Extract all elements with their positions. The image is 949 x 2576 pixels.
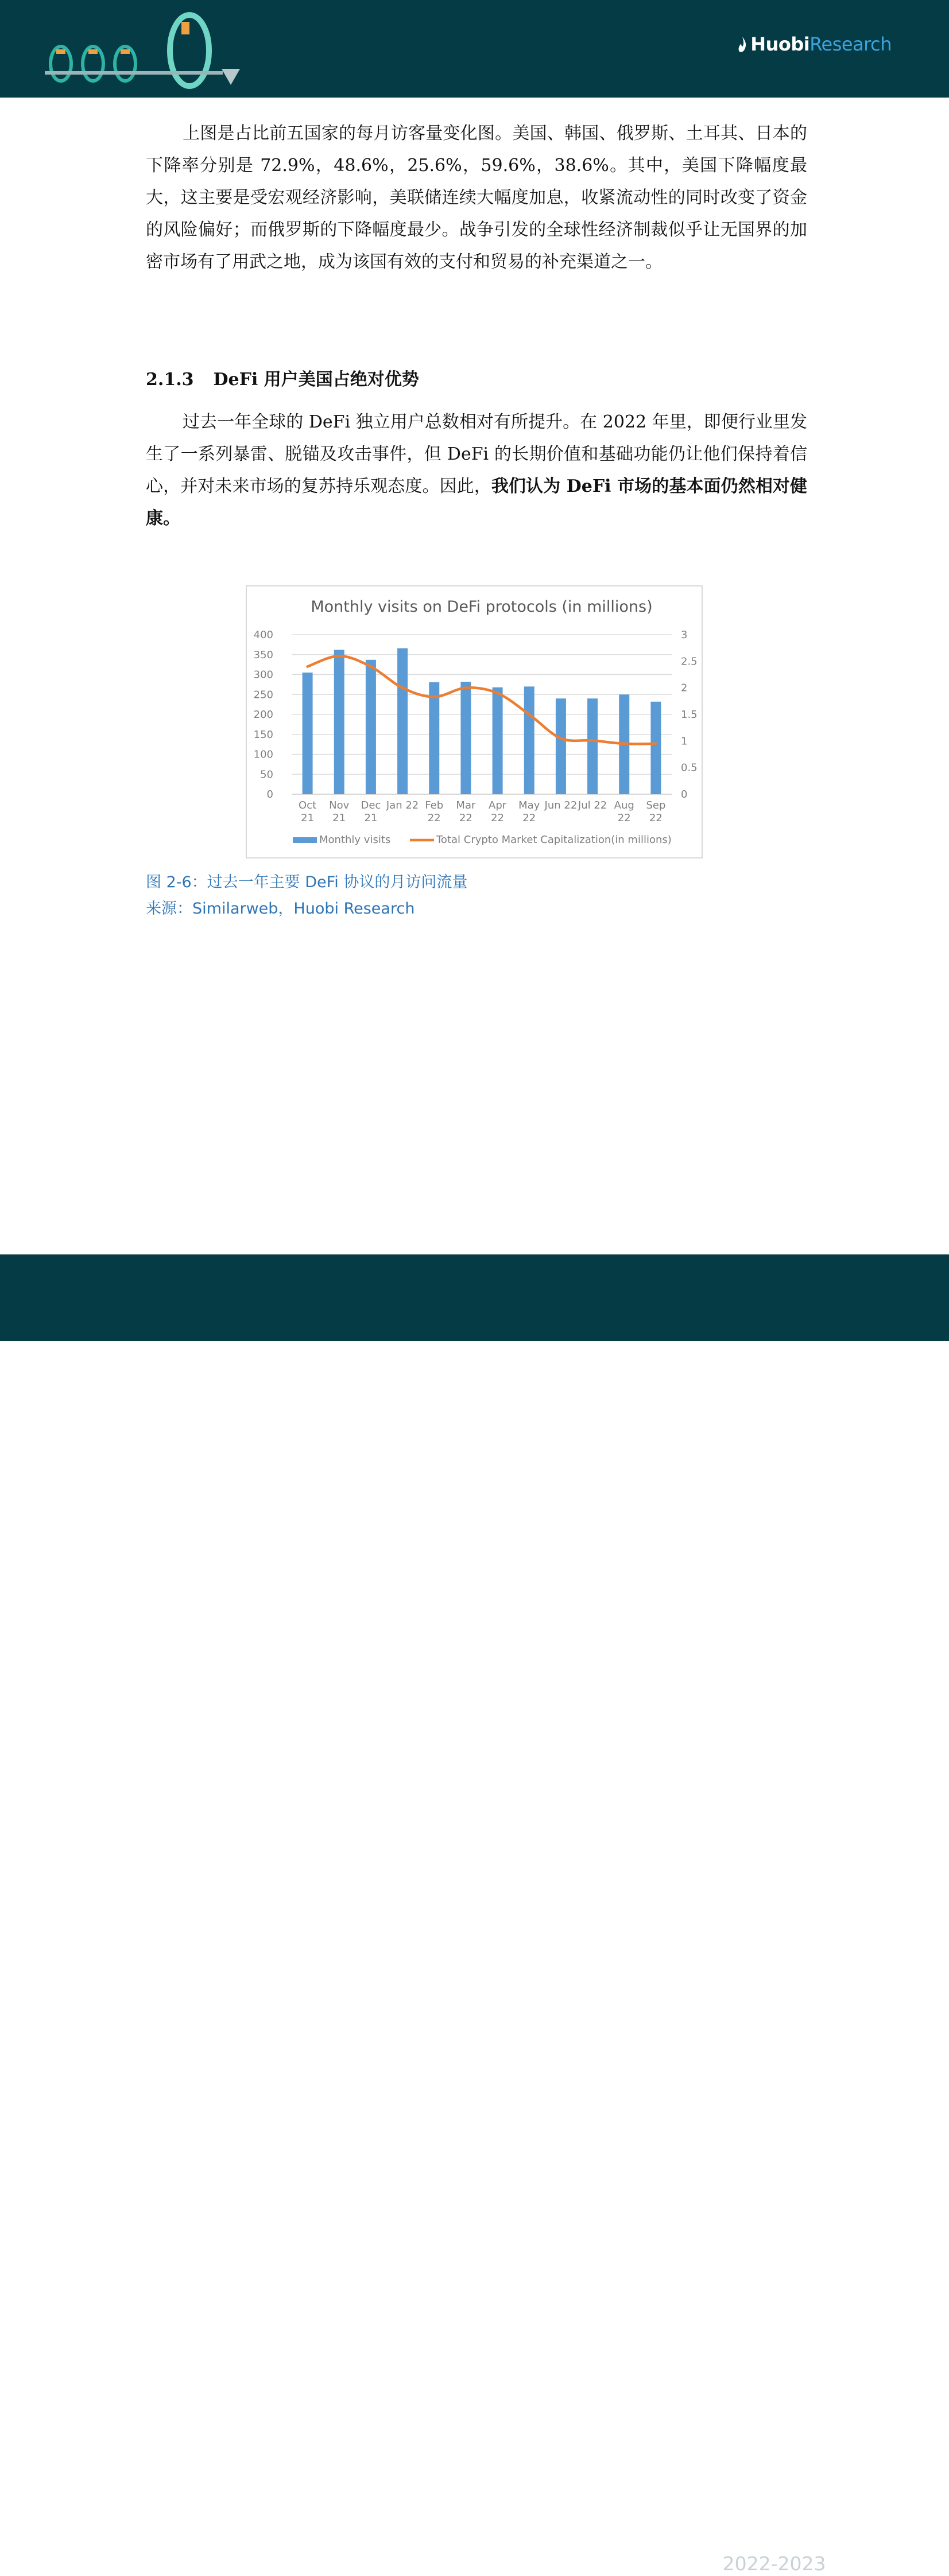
y-right-tick-label: 0 <box>681 788 688 801</box>
page-footer <box>0 1254 949 2575</box>
y-right-tick-label: 1 <box>681 735 688 748</box>
section-title: DeFi 用户美国占绝对优势 <box>213 370 419 390</box>
bar-monthly-visits <box>650 702 661 794</box>
bar-monthly-visits <box>460 682 471 794</box>
x-tick-label: Nov <box>329 799 350 811</box>
x-tick-label: Jun 22 <box>544 799 578 811</box>
y-right-tick-label: 2 <box>681 682 688 694</box>
paragraph-defi-users-text: 过去一年全球的 DeFi 独立用户总数相对有所提升。在 2022 年里，即便行业里发生了一系列暴雷、脱锚及攻击事件，但 DeFi 的长期价值和基础功能仍让他们保持着信心，并对未来市场的复苏持乐观态度。因此， <box>146 412 807 496</box>
legend-swatch-monthly-visits <box>293 837 317 843</box>
x-tick-label: Sep <box>646 799 666 811</box>
y-right-tick-label: 3 <box>681 629 688 641</box>
y-left-tick-label: 200 <box>253 709 273 721</box>
footer-report-label: 年度报告 <box>832 2552 908 2575</box>
chart-canvas <box>247 586 702 857</box>
footer-year: 2022-2023 <box>722 2552 826 2575</box>
bar-monthly-visits <box>493 687 503 794</box>
figure-caption: 图 2-6：过去一年主要 DeFi 协议的月访问流量 <box>146 873 468 891</box>
y-left-tick-label: 150 <box>253 728 273 741</box>
y-left-tick-label: 100 <box>253 748 273 761</box>
footer-report-title <box>62 2549 289 2576</box>
header-artwork <box>39 5 246 91</box>
brand-research: Research <box>809 33 892 55</box>
footer-title-rest: 产业全景与趋势 <box>157 2552 289 2575</box>
x-tick-label: 22 <box>427 812 441 824</box>
x-tick-label: Jan 22 <box>386 799 419 811</box>
x-tick-label: May <box>518 799 540 811</box>
y-left-tick-label: 300 <box>253 669 273 681</box>
y-left-tick-label: 50 <box>260 768 273 781</box>
section-heading <box>146 365 419 390</box>
x-tick-label: Oct <box>299 799 317 811</box>
x-tick-label: Mar <box>456 799 476 811</box>
x-tick-label: Jul 22 <box>578 799 607 811</box>
y-right-tick-label: 2.5 <box>681 655 698 668</box>
x-tick-label: Dec <box>361 799 381 811</box>
paragraph-visitor-decline: 上图是占比前五国家的每月访客量变化图。美国、韩国、俄罗斯、土耳其、日本的下降率分别是 72.9%，48.6%，25.6%，59.6%，38.6%。其中，美国下降幅度最大，这主要是受宏观经济影响，美联储连续大幅度加息，收紧流动性的同时改变了资金的风险偏好；而俄罗斯的下降幅度最少。战争引发的全球性经济制裁似乎让无国界的加密市场有了用武之地，成为该国有效的支付和贸易的补充渠道之一。 <box>146 123 807 272</box>
paragraph-defi-users <box>146 406 807 535</box>
legend-label-monthly-visits: Monthly visits <box>319 834 391 846</box>
footer-report-year <box>723 2549 908 2576</box>
y-left-tick-label: 0 <box>266 788 273 801</box>
x-tick-label: 22 <box>617 812 631 824</box>
y-left-tick-label: 400 <box>253 629 273 641</box>
bar-monthly-visits <box>334 650 344 794</box>
flame-icon <box>738 37 747 53</box>
defi-visits-chart <box>246 585 703 858</box>
x-tick-label: 22 <box>522 812 536 824</box>
x-tick-label: Aug <box>614 799 634 811</box>
x-tick-label: Feb <box>425 799 444 811</box>
x-tick-label: 22 <box>649 812 663 824</box>
page-header <box>0 0 949 98</box>
bar-monthly-visits <box>429 682 439 794</box>
bar-monthly-visits <box>397 648 408 794</box>
x-tick-label: Apr <box>489 799 507 811</box>
bar-monthly-visits <box>587 698 598 794</box>
figure-source: 来源：Similarweb，Huobi Research <box>146 900 415 918</box>
huobi-research-logo <box>738 33 892 55</box>
legend-label-market-cap: Total Crypto Market Capitalization(in millions) <box>436 834 672 846</box>
y-left-tick-label: 350 <box>253 648 273 661</box>
brand-huobi: Huobi <box>750 33 810 55</box>
footer-title-bold: 全球区块链 <box>62 2552 157 2575</box>
x-tick-label: 21 <box>301 812 315 824</box>
bar-monthly-visits <box>524 686 534 794</box>
x-tick-label: 22 <box>459 812 472 824</box>
bar-monthly-visits <box>556 698 566 794</box>
chart-title: Monthly visits on DeFi protocols (in millions) <box>311 598 653 616</box>
bar-monthly-visits <box>366 660 376 794</box>
page-number: - 17 - <box>459 2555 492 2569</box>
x-tick-label: 22 <box>491 812 505 824</box>
section-number: 2.1.3 <box>146 370 194 390</box>
line-market-cap <box>308 656 656 744</box>
y-right-tick-label: 0.5 <box>681 761 698 774</box>
x-tick-label: 21 <box>364 812 378 824</box>
y-left-tick-label: 250 <box>253 689 273 701</box>
bar-monthly-visits <box>303 673 313 794</box>
x-tick-label: 21 <box>332 812 346 824</box>
paragraph-defi-users-emphasis: 我们认为 DeFi 市场的基本面仍然相对健康。 <box>146 476 808 529</box>
y-right-tick-label: 1.5 <box>681 709 698 721</box>
